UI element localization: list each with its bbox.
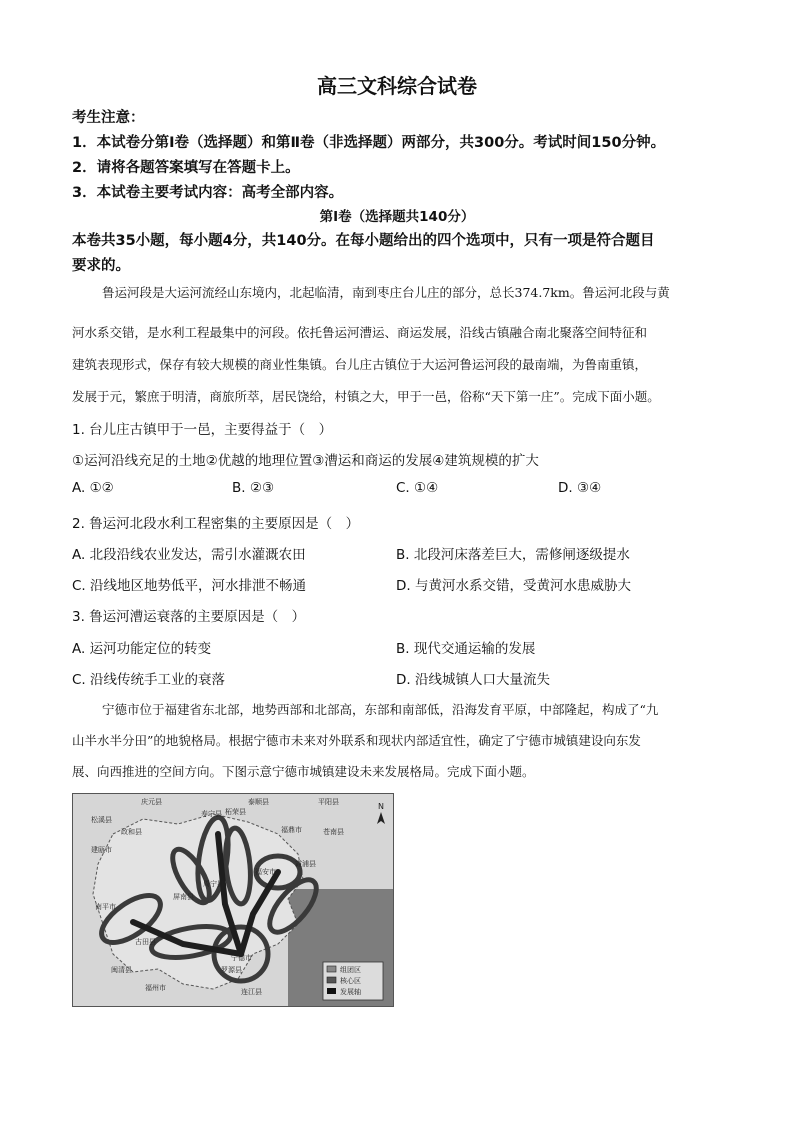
q2-option-d[interactable]: D. 与黄河水系交错，受黄河水患威胁大 bbox=[396, 578, 631, 594]
map-label-gutian: 古田县 bbox=[135, 938, 156, 946]
map-label-qingyuan: 庆元县 bbox=[141, 798, 162, 806]
q2-option-b[interactable]: B. 北段河床落差巨大，需修闸逐级提水 bbox=[396, 547, 630, 563]
map-label-shouning: 寿宁县 bbox=[201, 810, 222, 818]
q2-stem: 2. 鲁运河北段水利工程密集的主要原因是（ ） bbox=[72, 516, 360, 532]
map-label-zhouning: 周宁县 bbox=[203, 880, 224, 888]
passage1-line-3: 建筑表现形式，保存有较大规模的商业性集镇。台儿庄古镇位于大运河鲁运河段的最南端，为鲁南重镇， bbox=[72, 357, 648, 372]
map-label-fuding: 福鼎市 bbox=[281, 826, 302, 834]
legend-swatch-axis bbox=[327, 988, 336, 994]
map-label-minqing: 闽清县 bbox=[111, 966, 132, 974]
section-intro-line-1: 本卷共35小题，每小题4分，共140分。在每小题给出的四个选项中，只有一项是符合题目 bbox=[72, 233, 655, 249]
section-intro-line-2: 要求的。 bbox=[72, 258, 130, 274]
compass-n-label: N bbox=[378, 802, 384, 811]
map-label-fuzhou: 福州市 bbox=[145, 984, 166, 992]
map-label-fuan: 福安市 bbox=[255, 868, 276, 876]
map-label-pingyang: 平阳县 bbox=[318, 798, 339, 806]
q1-option-a[interactable]: A. ①② bbox=[72, 480, 114, 496]
map-label-ningde: 宁德市 bbox=[231, 954, 252, 962]
q3-option-c[interactable]: C. 沿线传统手工业的衰落 bbox=[72, 672, 226, 688]
passage1-line-1: 鲁运河段是大运河流经山东境内，北起临清，南到枣庄台儿庄的部分，总长374.7km。鲁运河北段与黄 bbox=[102, 285, 670, 300]
page-title: 高三文科综合试卷 bbox=[317, 74, 477, 98]
passage2-line-2: 山半水半分田”的地貌格局。根据宁德市未来对外联系和现状内部适宜性，确定了宁德市城镇建设向东发 bbox=[72, 733, 641, 748]
notice-item-1: 1．本试卷分第Ⅰ卷（选择题）和第Ⅱ卷（非选择题）两部分，共300分。考试时间150分钟。 bbox=[72, 135, 666, 151]
passage2-line-3: 展、向西推进的空间方向。下图示意宁德市城镇建设未来发展格局。完成下面小题。 bbox=[72, 764, 535, 779]
map-label-zherong: 柘荣县 bbox=[225, 808, 246, 816]
map-label-zhenghe: 政和县 bbox=[121, 828, 142, 836]
q1-stem: 1. 台儿庄古镇甲于一邑，主要得益于（ ） bbox=[72, 422, 333, 438]
passage1-line-2: 河水系交错，是水利工程最集中的河段。依托鲁运河漕运、商运发展，沿线古镇融合南北聚落空间特征和 bbox=[72, 325, 648, 340]
q3-stem: 3. 鲁运河漕运衰落的主要原因是（ ） bbox=[72, 609, 306, 625]
notice-heading: 考生注意： bbox=[72, 110, 145, 126]
passage1-line-4: 发展于元，繁庶于明清，商旅所萃，居民饶给，村镇之大，甲于一邑，俗称“天下第一庄”。完成下面小题。 bbox=[72, 389, 660, 404]
q1-option-b[interactable]: B. ②③ bbox=[232, 480, 275, 496]
q3-option-b[interactable]: B. 现代交通运输的发展 bbox=[396, 641, 536, 657]
map-label-pingnan: 屏南县 bbox=[173, 893, 194, 901]
legend-label-axis: 发展轴 bbox=[340, 988, 361, 996]
map-label-cangnan: 苍南县 bbox=[323, 828, 344, 836]
legend-swatch-core bbox=[327, 977, 336, 983]
map-svg bbox=[73, 794, 393, 1006]
legend-swatch-cluster bbox=[327, 966, 336, 972]
q1-statements: ①运河沿线充足的土地②优越的地理位置③漕运和商运的发展④建筑规模的扩大 bbox=[72, 453, 539, 469]
q3-option-a[interactable]: A. 运河功能定位的转变 bbox=[72, 641, 212, 657]
map-label-jianou: 建瓯市 bbox=[91, 846, 112, 854]
map-label-lianjiang: 连江县 bbox=[241, 988, 262, 996]
passage2-line-1: 宁德市位于福建省东北部，地势西部和北部高，东部和南部低，沿海发育平原，中部隆起，构成了“九 bbox=[102, 702, 659, 717]
map-label-luoyuan: 罗源县 bbox=[221, 966, 242, 974]
map-label-xiapu: 霞浦县 bbox=[295, 860, 316, 868]
q2-option-a[interactable]: A. 北段沿线农业发达，需引水灌溉农田 bbox=[72, 547, 306, 563]
section-title: 第Ⅰ卷（选择题共140分） bbox=[319, 209, 475, 225]
notice-item-3: 3．本试卷主要考试内容：高考全部内容。 bbox=[72, 185, 344, 201]
q3-option-d[interactable]: D. 沿线城镇人口大量流失 bbox=[396, 672, 550, 688]
map-label-songxi: 松溪县 bbox=[91, 816, 112, 824]
map-label-taishun: 泰顺县 bbox=[248, 798, 269, 806]
legend-label-core: 核心区 bbox=[340, 977, 361, 985]
q1-option-c[interactable]: C. ①④ bbox=[396, 480, 439, 496]
legend-label-cluster: 组团区 bbox=[340, 966, 361, 974]
q2-option-c[interactable]: C. 沿线地区地势低平，河水排泄不畅通 bbox=[72, 578, 307, 594]
ningde-development-map bbox=[72, 793, 394, 1007]
map-label-nanping: 南平市 bbox=[95, 903, 116, 911]
q1-option-d[interactable]: D. ③④ bbox=[558, 480, 602, 496]
map-legend bbox=[323, 962, 383, 1000]
notice-item-2: 2．请将各题答案填写在答题卡上。 bbox=[72, 160, 300, 176]
